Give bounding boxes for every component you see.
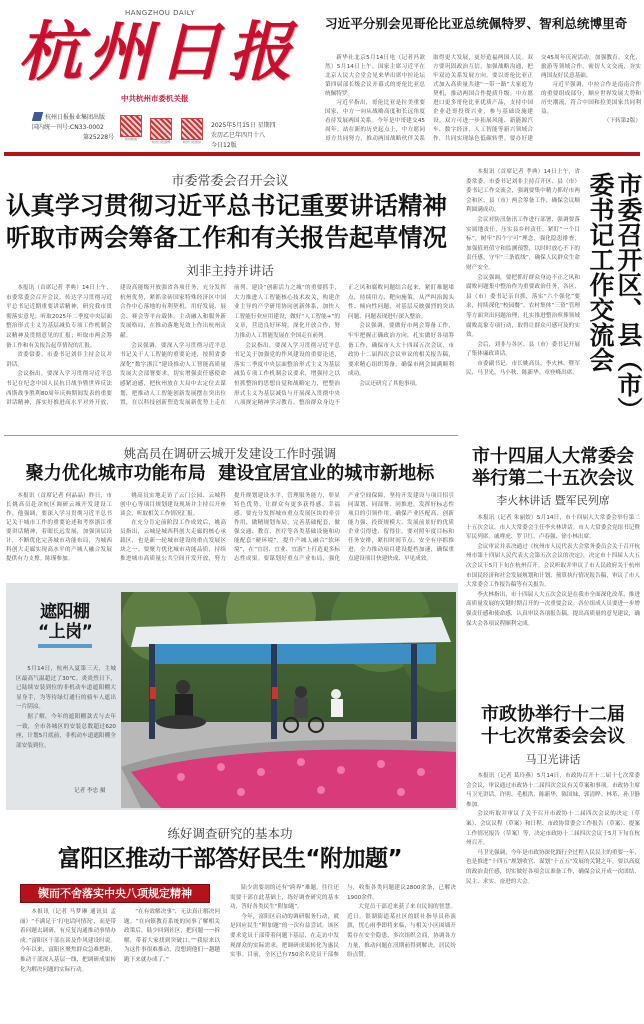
side-story-3-subhead: 马卫光讲话	[525, 753, 581, 766]
photo-feature-body: 5月14日，杭州入夏第三天，主城区最高气温超过了30℃。炎炎烈日下，已陆续安装到位的非机动车道遮阳棚大显身手，为等待绿灯通行的骑车人遮出一片阴凉。 据了解，今年的遮阳棚款式与去年一致，全市各城区的安装总数超过620座，计划5月底前，非机动车道遮阳棚全部安装到位。	[16, 666, 116, 749]
photo-feature-headline-2[interactable]: “上岗”	[38, 622, 93, 642]
side-story-cppcc	[466, 694, 640, 1022]
masthead-divider	[4, 152, 640, 156]
side-story-2-headline-1[interactable]: 市十四届人大常委会	[472, 446, 634, 467]
bottom-body-left: 本报讯（记者 马梦琳 通讯员 孟丽）“不满足于‘打电话问情况’，而是带着问题去调研，有反复沟通推动事情办成。”富阳区干部在谈及作风建设时说。今年以来，富阳区聚焦群众急难愁盼，推动干部深入基层一线，把调研成果转化为解决问题的实际行动。 “在有效解决事”，无法真正解决问题。“在向镇教育系统的同事了解相关政策后，陆少回到社区，把问题一一拆解，带着大家找到突破口。”“我原来以为这件事很难推动，没想到他们一趟趟跑下来就办成了。”	[20, 909, 220, 973]
side-story-2-subhead: 李火林讲话 暨军民列席	[496, 494, 610, 507]
lunar-date: 农历乙巳年四月十八	[211, 132, 266, 139]
party-organ-label: 中共杭州市委机关报	[121, 94, 189, 103]
side-story-2-body: 本报讯（记者 朱丽姣）5月14日，市十四届人大常委会举行第二十五次会议。市人大常委会主任李火林讲话。市人大常委会党组书记暨军民列席。戚哮虎、罗卫红、卢春强、徐小林出席。 会议审议并表决通过《杭州市人民代表大会常务委员会关于召开杭州市第十四届人民代表大会第五次会议的决定》，决定市十四届人大五次会议于5月下旬在杭州召开。会议听取并审议了市人民政府关于杭州市国民经济和社会发展规划和计划、预算执行情况报告稿，审议了市人大常委会工作报告稿等有关报告。 李火林指出，市十四届人大五次会议是在我市全面深化改革、推进高质量发展的关键时期召开的一次重要会议。各位组成人员要进一步增强责任感和使命感，认真审议各项报告稿，提出高质量的意见建议，确保大会各项议程顺利完成。	[466, 515, 640, 627]
headline-accent-bar	[38, 644, 92, 648]
bottom-headline[interactable]: 富阳区推动干部答好民生“附加题”	[57, 846, 403, 872]
lead-body: 本报讯（首席记者 孝典）14日上午，市委常委会召开会议，传达学习贯彻习近平总书记近期重要讲话精神，研究我市贯彻落实意见；听取2025年二季度中央层面整治形式主义为基层减负专项工作机制会议精神及贯彻意见的汇报；听取市两会筹备工作和有关报告起草情况的汇报。 省委常委、市委书记刘非主持会议并讲话。 会议指出，要深入学习贯彻习近平总书记在纪念中国人民抗日战争暨世界反法西斯战争胜利80周年庆典期间发表的重要讲话精神，落实好推进高水平对外开放、建设高能级开放强省各项任务，充分发挥杭州优势，紧抓金砖国家特殊经济区中国合作中心落地的有利契机，用好发展、展会、赛会等平台载体，主动融入和服务新发展格局，在推动落地见效上作出杭州贡献。 会议强调，要深入学习贯彻习近平总书记关于人工智能的重要论述，按照省委深化“数字浙江”建设推动人工智能高质量发展大会部署要求，切实增强责任感使命感紧迫感，把杭州放在大局中去定位去谋划，把推动人工智能创新发展摆在突出位置，在以科技创新塑造发展新优势上走在前列。建设“创新活力之城”的重要抓手，大力推进人工智能核心技术攻关，构建企业主导的产学研用协同创新体系，加快人工智能行业应用建设，做好“人工智能+”的文章，营造良好环境，深化开放合作，努力推动人工智能发展在全国走在前列。 会议指出，要深入学习贯彻习近平总书记关于加强党的作风建设的重要论述，落实二季度中央层面整治形式主义为基层减负专项工作机制会议要求，增强持之以恒抓整治的思想自觉和战略定力，把整治形式主义为基层减负与开展深入贯彻中央八项规定精神学习教育、整治群众身边不正之风和腐败问题结合起来，紧盯难题堵点，持续用力、靶向施策，从严纠治源头性、倾向性问题，对基层反映强烈的突出问题、问题表现进行深入整治。 会议强调，要做好市两会筹备工作，牢牢把握正确政治方向，扎实做好各项筹备工作，确保市人大十四届五次会议、市政协十二届四次会议审议的相关报告稿，要求精心组织筹备，确保市两会圆满顺利成功。 会议还研究了其他事项。	[6, 285, 454, 407]
bike-shelter-photo[interactable]	[121, 592, 456, 808]
lead-headline-line2[interactable]: 听取市两会筹备工作和有关报告起草情况	[6, 223, 447, 252]
second-headline[interactable]: 聚力优化城市功能布局 建设宜居宜业的城市新地标	[25, 463, 435, 484]
page-count: 今日12版	[211, 142, 237, 149]
continued-note: （下转第2版）	[603, 118, 641, 124]
lead-headline-line1[interactable]: 认真学习贯彻习近平总书记重要讲话精神	[6, 191, 447, 220]
second-kicker: 姚高员在调研云城开发建设工作时强调	[123, 446, 337, 461]
lead-story	[0, 160, 460, 432]
top-story	[325, 0, 642, 152]
publisher: 杭州日报报业集团出版	[45, 114, 106, 121]
side-story-2-headline-2[interactable]: 举行第二十五次会议	[472, 468, 634, 489]
lead-subhead: 刘非主持并讲话	[186, 263, 274, 278]
newspaper-logo: 杭州日报	[18, 15, 298, 90]
top-story-body: 新华社北京5月14日电（记者冯歆然）5月14日上午，国家主席习近平在北京人民大会堂会见来华出席中拉论坛第四届部长级会议开幕式的哥伦比亚总统佩特罗。 习近平指出，哥伦比亚是拉美重要国家，中方一向从战略高度和长远角度看待发展两国关系。今年是中哥建交45周年。站在新的历史起点上，中方愿同哥方共同努力，推动两国战略伙伴关系取得更大发展，更好造福两国人民。双方要巩固政治互信，加强战略沟通，把牢双边关系发展方向。要以哥伦比亚正式加入高质量共建“一带一路”大家庭为契机，推动两国合作提质升级。中方愿进口更多哥伦比亚优质产品，支持中国企业赴哥投资兴业，参与基础设施建设。双方可进一步拓展风能、新能源汽车、数字经济、人工智能等新兴领域合作，共同实现绿色低碳转型。要办好建交45周年庆祝活动，加强教育、文化、旅游等领域合作，密切人文交流，夯实两国友好民意基础。 习近平强调，中拉合作是南南合作的重要组成部分，顺应世界发展大势和历史潮流，符合中国和拉美国家共同利益。 （下转第2版）	[325, 55, 641, 142]
issn: 国内统一刊号:CN33-0002	[32, 124, 104, 131]
issue-date: 2025年5月15日 星期四	[211, 122, 276, 129]
top-story-headline[interactable]: 习近平分别会见哥伦比亚总统佩特罗、智利总统博里奇	[325, 16, 628, 31]
photo-feature	[6, 583, 458, 810]
second-story	[0, 436, 460, 580]
lead-kicker: 市委常委会召开会议	[171, 174, 289, 189]
side-story-1-headline[interactable]: 市委召开区、县（市）委书记工作交流会	[586, 172, 643, 422]
publisher-logo-icon	[32, 112, 43, 121]
side-story-3-headline-1[interactable]: 市政协举行十二届	[481, 704, 625, 725]
bottom-story	[0, 814, 460, 1024]
masthead	[0, 0, 322, 152]
side-story-3-body: 本报讯（记者 葛玲燕）5月14日，市政协召开十二届十七次常委会会议，审议通过市政协十二届四次会议有关草案和事项。市政协主席马卫光讲话。许明、毛根洪、陈新华、陈国妹、郭清晔、林革、孙卫静参加。 会议听取并审议了关于召开市政协十二届四次会议的决定（草案）、会议议程（草案）和日程、市政协常委会工作报告（草案）、提案工作情况报告（草案）等，决定市政协十二届四次会议于5月下旬在杭州召开。 马卫光强调，今年是市政协深化践行全过程人民民主的重要一年，也是推进“十四五”规划收官、谋划“十五五”发展的关键之年。要以高度的政治责任感，切实做好各项会议准备工作，确保会议开成一次团结、民主、求实、奋进的大会。	[466, 773, 640, 885]
second-body: 本报讯（首席记者 何晶晶）昨日，市长姚高员赴余杭区调研云城开发建设工作。他强调，要深入学习贯彻习近平总书记关于城市工作的重要论述和考察浙江重要讲话精神，着眼长远发展，加强顶层设计，不断优化完善城市功能布局，为城西科创大走廊实现高水平的产城人融合发展提供有力支撑。陈瑾参加。 姚高员实地走访了云门公园、云城科创中心等项目规划建设现场并主持召开座谈会，听取相关工作情况汇报。 在充分肯定前阶段工作成效后，姚高员指出，云城是城西科创大走廊的核心承载区，也是新一轮城市建设的重点发展区块之一。要聚力优化城市功能品质，持续推进城市高质量公共空间开发开放，努力提升规划建设水平、管理服务能力，彰显特色优势，让群众有更多获得感、幸福感。要充分发挥城市重点发展区块的牵引作用，做精规划布局，完善基础配套，做强交通、教育、医疗等各类基础设施和功能配套“硬环境”，提升产城人融合“软环境”，在“宜居、宜业、宜游”上打造更多标志性成果。要谋划好重点产业布局，强化产业空间保障，坚持开发建设与项目招引同谋划、同部署、同推进，发挥好标志性项目的引领作用，确保产业匹配高、创新能力强、投资规模大、发展前景好的优质企业引得进、留得住。要对照年度目标和任务安排，紧扣时间节点、安全有序抓推进，全力推动项目建设提档加速，确保重点建设项目快建快成、早见成效。	[6, 493, 454, 562]
issue-number: 第25228号	[83, 134, 115, 141]
side-story-district-secretaries	[466, 168, 644, 438]
english-name: HANGZHOU DAILY	[125, 9, 195, 17]
section-banner	[20, 884, 210, 903]
qr-code[interactable]: 杭州新闻	[120, 115, 142, 141]
side-story-3-headline-2[interactable]: 十七次常委会会议	[481, 726, 625, 747]
bottom-body-right: 陆少需要剖的还有“跨界”难题，往往还需要干部在此基础上，练好调查研究的基本功，答好各类民生“附加题”。 今年，富阳区启动的调研服务行动，就是回应民生“附加题”的一次有益尝试。该区要求党员干部带着问题下基层，在走访中发现群众的实际需求，把调研成果转化为惠民实事。目前，全区已有750余名党员干部参与，收集各类问题建议2800余条，已解决1900余件。 大党员干部近来获了来自民间的智慧。近日，银湖街道某社区的联社指导员孙演旗，忧心雨季即将来临，与相关小区围墙开裂存在安全隐患，多次组织会商，协调各方力量，推动问题在汛期前得到解决，居民纷纷点赞。	[230, 885, 456, 959]
side-story-1-body: 本报讯（首席记者 孝典）14日上午，省委常委、市委书记刘非主持召开区、县（市）委书记工作交流会，强调要集中精力抓好市两会和区、县（市）两会筹备工作，确保会议顺利圆满成功。 会议对防汛备汛工作进行部署，强调要落实属地责任，压实县乡村责任，紧盯“一个目标”，树牢“四个宁可”理念，强化隐患排查，加强值班值守和监测预警，以时时放心不下的责任感，守牢“三条底线”，确保人民群众生命财产安全。 会议强调，要把抓好群众身边不正之风和腐败问题集中整治作为重要政治任务，各区、县（市）委书记亲自抓，落实“六个强化”要求，持续深化“校园餐”、农村集体“三资”管理等方面突出问题治理，扎实推进整治殡葬领域腐败乱象专项行动，取得让群众可感可及的实效。 会后，刘非与各区、县（市）委书记开展了集体廉政谈话。 市委副书记、市长姚高员，李火林、暨军民、马卫光、马小秋、陈新华、章登峰出席。	[466, 169, 580, 377]
photo-credit: 记者 李忠 摄	[74, 788, 106, 794]
photo-feature-headline-1[interactable]: 遮阳棚	[40, 602, 90, 622]
bottom-kicker: 练好调查研究的基本功	[167, 826, 293, 841]
qr-code[interactable]: 杭州日报微信	[181, 118, 203, 144]
qr-code[interactable]: 杭州日报微博	[150, 118, 172, 144]
section-banner-label: 锲而不舍落实中央八项规定精神	[38, 887, 192, 900]
side-story-npc	[466, 442, 640, 687]
